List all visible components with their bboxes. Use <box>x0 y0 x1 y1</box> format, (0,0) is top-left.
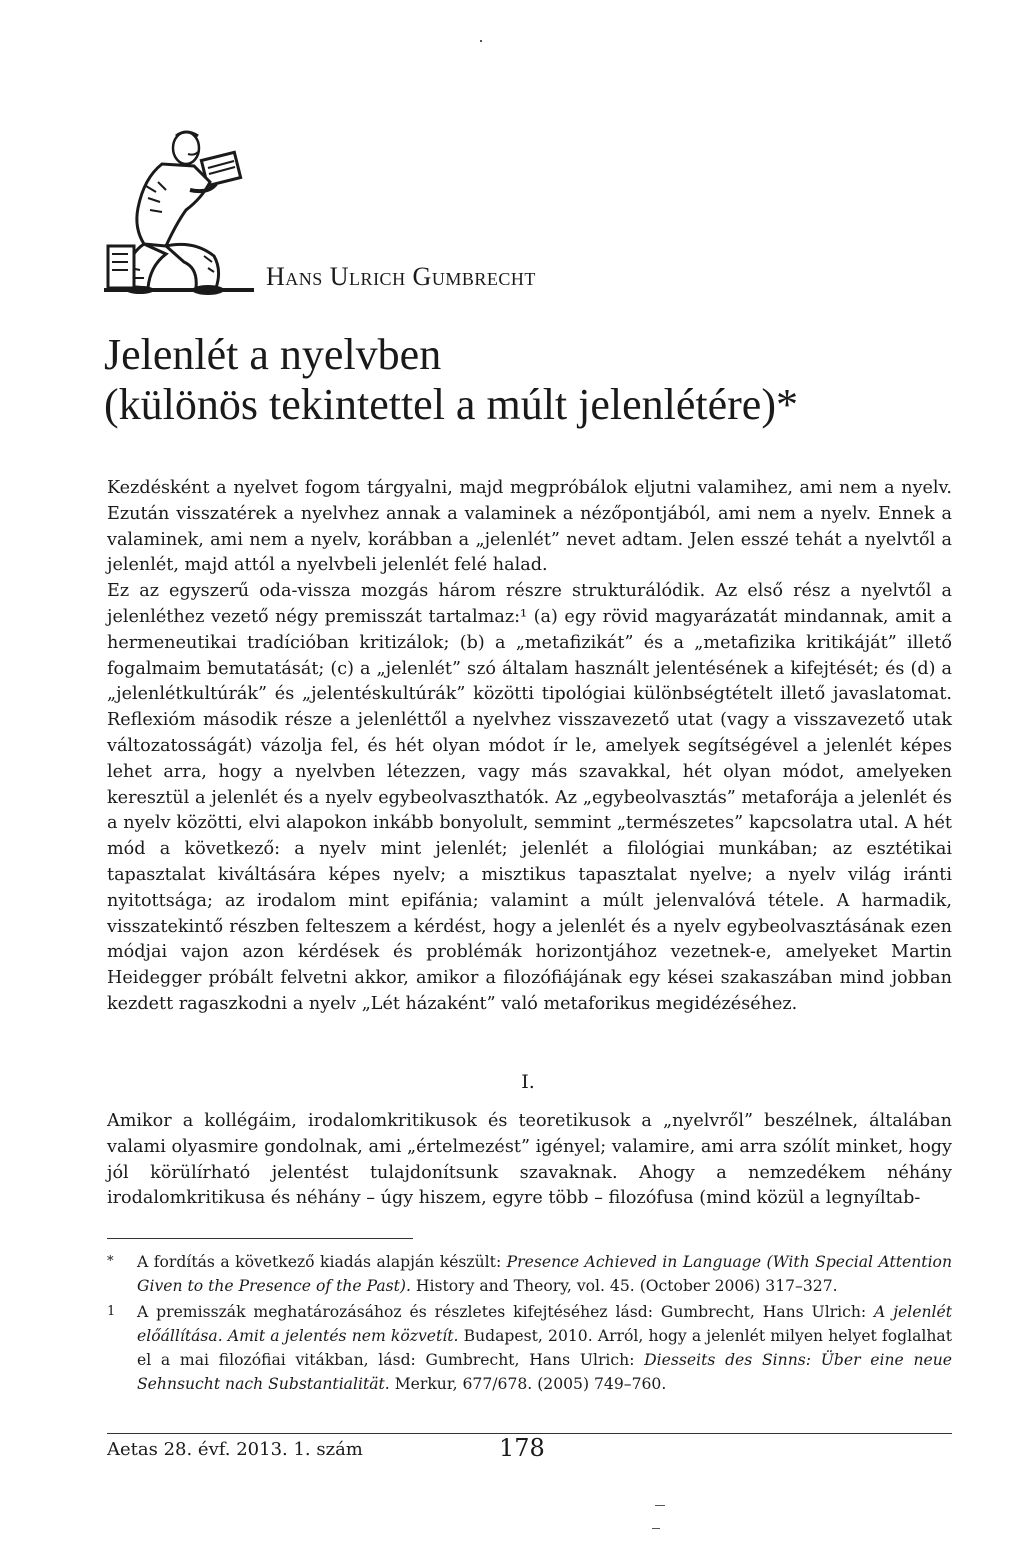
footnote-text: A premisszák meghatározásához és részletes kifejtéséhez lásd: Gumbrecht, Hans Ulrich: A jelenlét előállítása. Amit a jelentés nem közvetít. Budapest, 2010. Arról, hogy a jelenlét milyen helyet foglalhat el a mai filozófiai vitákban, lásd: Gumbrecht, Hans Ulrich: Diesseits des Sinns: Über eine neue Sehnsucht nach Substantialität. Merkur, 677/678. (2005) 749–760. <box>137 1303 952 1393</box>
section-1-paragraph-1: Amikor a kollégáim, irodalomkritikusok és teoretikusok a „nyelvről” beszélnek, általában valami olyasmire gondolnak, ami „értelmezést” igényel; valamire, ami arra szólít minket, hogy jól körülírható jelentést tulajdonítsunk szavaknak. Ahogy a nemzedékem néhány irodalomkritikusa és néhány – úgy hiszem, egyre több – filozófusa (mind közül a legnyíltab- <box>107 1111 952 1209</box>
title-line-2: (különös tekintettel a múlt jelenlétére)* <box>104 380 798 429</box>
section-1 <box>107 1109 952 1212</box>
author-name: Hans Ulrich Gumbrecht <box>266 262 536 291</box>
footnote-mark: 1 <box>107 1304 116 1319</box>
title-line-1: Jelenlét a nyelvben <box>104 330 442 379</box>
section-heading: I. <box>521 1071 535 1093</box>
scan-speck <box>480 40 482 42</box>
scan-speck <box>652 1528 660 1529</box>
footnotes <box>107 1250 952 1396</box>
article-title <box>104 330 798 430</box>
journal-logo-illustration <box>104 128 256 296</box>
intro-section <box>107 476 952 1018</box>
footnote-1 <box>107 1300 952 1396</box>
footnote-separator <box>107 1238 413 1239</box>
scan-speck <box>655 1505 665 1506</box>
journal-citation: Aetas 28. évf. 2013. 1. szám <box>107 1439 363 1460</box>
intro-paragraph-1: Kezdésként a nyelvet fogom tárgyalni, majd megpróbálok eljutni valamihez, ami nem a nyelv. Ezután visszatérek a nyelvhez annak a valaminek a nézőpontjából, ami nem a nyelv. Ennek a valaminek, ami nem a nyelv, korábban a „jelenlét” nevet adtam. Jelen esszé tehát a nyelvtől a jelenlét, majd attól a nyelvbeli jelenlét felé halad. <box>107 478 952 576</box>
footnote-star <box>107 1250 952 1298</box>
footnote-text: A fordítás a következő kiadás alapján készült: Presence Achieved in Language (With Special Attention Given to the Presence of the Past). History and Theory, vol. 45. (October 2006) 317–327. <box>137 1253 952 1295</box>
intro-paragraph-2: Ez az egyszerű oda-vissza mozgás három részre strukturálódik. Az első rész a nyelvtől a jelenléthez vezető négy premisszát tartalmaz:¹ (a) egy rövid magyarázatát mindannak, amit a hermeneutikai tradícióban kritizálok; (b) a „metafizikát” és a „metafizika kritikáját” illető fogalmaim bemutatását; (c) a „jelenlét” szó általam használt jelentésének a kifejtését; és (d) a „jelenlétkultúrák” és „jelentéskultúrák” közötti tipológiai különbségtételt illető javaslatomat. Reflexióm második része a jelenléttől a nyelvhez visszavezető utat (vagy a visszavezető utak változatosságát) vázolja fel, és hét olyan módot ír le, amelyek segítségével a jelenlét képes lehet arra, hogy a nyelvben létezzen, vagy más szavakkal, hét olyan módot, amelyeken keresztül a jelenlét és a nyelv egybeolvaszthatók. Az „egybeolvasztás” metaforája a jelenlét és a nyelv közötti, elvi alapokon inkább bonyolult, semmint „természetes” kapcsolatra utal. A hét mód a következő: a nyelv mint jelenlét; jelenlét a filológiai munkában; az esztétikai tapasztalat kiváltására képes nyelv; a misztikus tapasztalat nyelve; a nyelv világ iránti nyitottsága; az irodalom mint epifánia; valamint a múlt jelenvalóvá tétele. A harmadik, visszatekintő részben felteszem a kérdést, hogy a jelenlét és a nyelv egybeolvasztásának ezen módjai vajon azon kérdések és problémák horizontjához vezetnek-e, amelyeket Martin Heidegger próbált felvetni akkor, amikor a filozófiájának egy kései szakaszában mind jobban kezdett ragaszkodni a nyelv „Lét házaként” való metaforikus megidézéséhez. <box>107 581 952 1014</box>
page-number: 178 <box>499 1434 545 1462</box>
footnote-mark: * <box>107 1254 114 1269</box>
